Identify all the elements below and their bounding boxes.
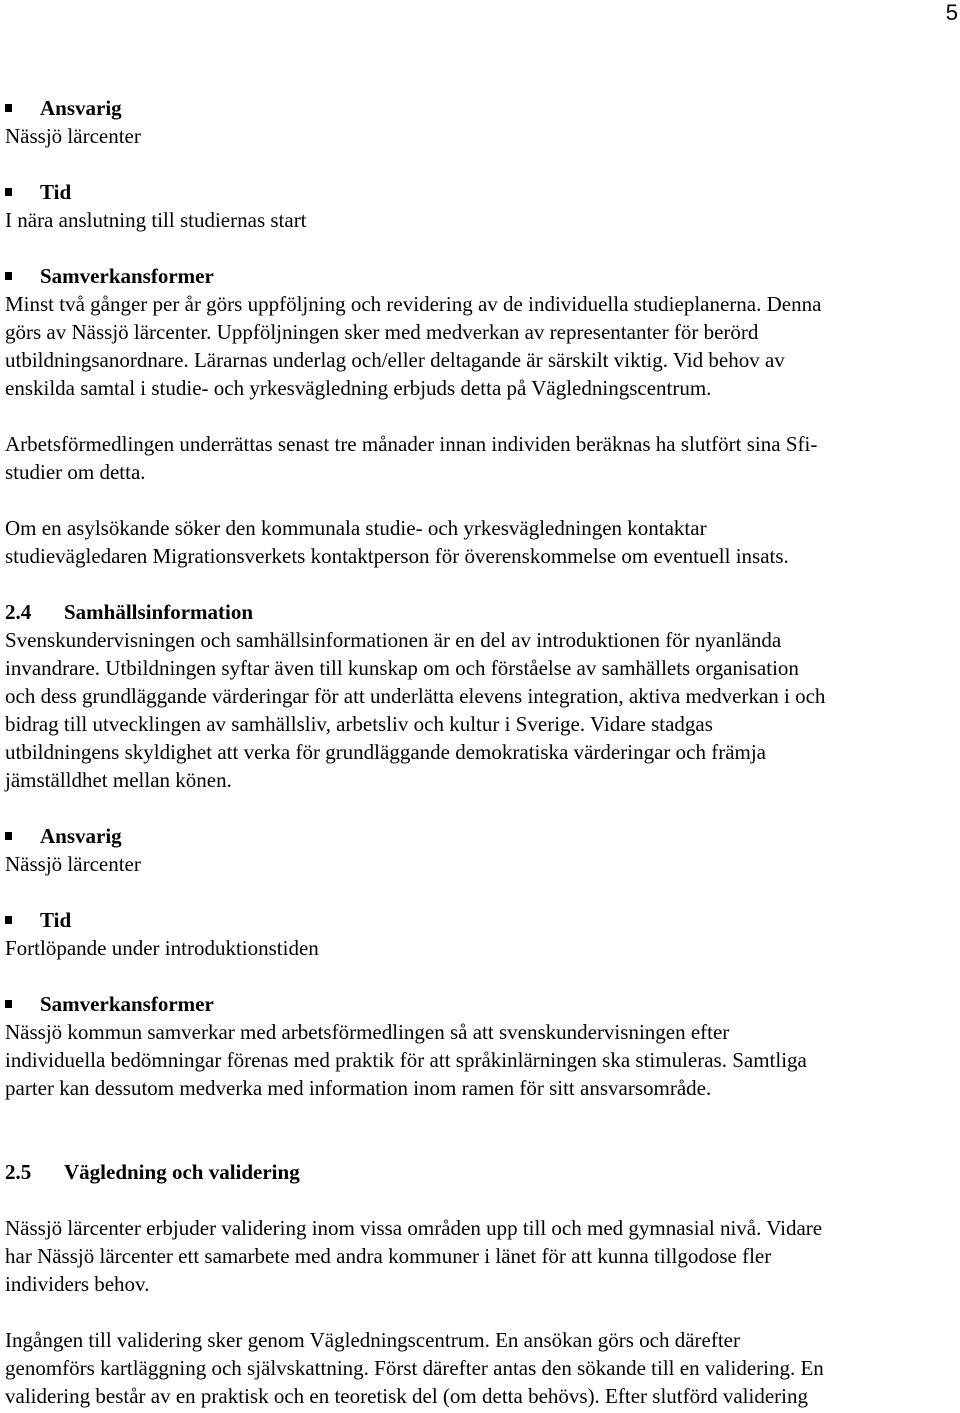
text-line: invandrare. Utbildningen syftar även till kunskap om och förståelse av samhällets organisation	[5, 656, 799, 680]
tid-heading: Tid	[5, 178, 957, 206]
text-line: validering består av en praktisk och en teoretisk del (om detta behövs). Efter slutförd validering	[5, 1384, 808, 1408]
tid-heading: Tid	[5, 906, 957, 934]
section-2-5-paragraph-1	[5, 1214, 957, 1298]
text-line: och dess grundläggande värderingar för att underlätta elevens integration, aktiva medverkan i och	[5, 684, 826, 708]
text-line: bidrag till utvecklingen av samhällsliv, arbetsliv och kultur i Sverige. Vidare stadgas	[5, 712, 713, 736]
ansvarig-block-2	[5, 822, 957, 878]
square-bullet-icon	[5, 1000, 12, 1008]
text-line: jämställdhet mellan könen.	[5, 768, 232, 792]
text-line: Nässjö lärcenter erbjuder validering inom vissa områden upp till och med gymnasial nivå. Vidare	[5, 1216, 823, 1240]
text-line: enskilda samtal i studie- och yrkesvägledning erbjuds detta på Vägledningscentrum.	[5, 376, 712, 400]
section-heading	[5, 598, 957, 626]
tid-block-2	[5, 906, 957, 962]
text-line: parter kan dessutom medverka med information inom ramen för sitt ansvarsområde.	[5, 1076, 712, 1100]
text-line: utbildningsanordnare. Lärarnas underlag och/eller deltagande är särskilt viktig. Vid behov av	[5, 348, 785, 372]
paragraph-arbetsformedlingen	[5, 430, 957, 486]
text-line: Arbetsförmedlingen underrättas senast tre månader innan individen beräknas ha slutfört sina Sfi-	[5, 432, 818, 456]
tid-block-1	[5, 178, 957, 234]
samverkan-heading: Samverkansformer	[5, 262, 957, 290]
text-line: genomförs kartläggning och självskattning. Först därefter antas den sökande till en validering. En	[5, 1356, 824, 1380]
text-line: Svenskundervisningen och samhällsinformationen är en del av introduktionen för nyanlända	[5, 628, 782, 652]
samverkan-block-2	[5, 990, 957, 1102]
section-number: 2.5	[5, 1160, 32, 1184]
document-body	[5, 94, 957, 1410]
text-line: Minst två gånger per år görs uppföljning och revidering av de individuella studieplanerna. Denna	[5, 292, 822, 316]
section-title: Samhällsinformation	[64, 600, 254, 624]
square-bullet-icon	[5, 188, 12, 196]
tid-text: I nära anslutning till studiernas start	[5, 208, 307, 232]
ansvarig-block-1	[5, 94, 957, 150]
samverkan-heading: Samverkansformer	[5, 990, 957, 1018]
text-line: utbildningens skyldighet att verka för grundläggande demokratiska värderingar och främja	[5, 740, 767, 764]
section-2-4	[5, 598, 957, 794]
square-bullet-icon	[5, 832, 12, 840]
page-number: 5	[945, 0, 958, 25]
square-bullet-icon	[5, 272, 12, 280]
section-number: 2.4	[5, 600, 32, 624]
samverkan-block-1	[5, 262, 957, 402]
square-bullet-icon	[5, 104, 12, 112]
section-2-5	[5, 1158, 957, 1410]
text-line: Om en asylsökande söker den kommunala studie- och yrkesvägledningen kontaktar	[5, 516, 707, 540]
text-line: har Nässjö lärcenter ett samarbete med andra kommuner i länet för att kunna tillgodose fler	[5, 1244, 772, 1268]
text-line: studievägledaren Migrationsverkets kontaktperson för överenskommelse om eventuell insats.	[5, 544, 789, 568]
text-line: görs av Nässjö lärcenter. Uppföljningen sker med medverkan av representanter för berörd	[5, 320, 759, 344]
text-line: studier om detta.	[5, 460, 146, 484]
text-line: Nässjö kommun samverkar med arbetsförmedlingen så att svenskundervisningen efter	[5, 1020, 730, 1044]
paragraph-asyl	[5, 514, 957, 570]
section-2-5-paragraph-2	[5, 1326, 957, 1410]
text-line: individers behov.	[5, 1272, 150, 1296]
section-title: Vägledning och validering	[64, 1160, 300, 1184]
ansvarig-heading: Ansvarig	[5, 94, 957, 122]
square-bullet-icon	[5, 916, 12, 924]
section-heading	[5, 1158, 957, 1186]
ansvarig-text: Nässjö lärcenter	[5, 124, 141, 148]
text-line: individuella bedömningar förenas med praktik för att språkinlärningen ska stimuleras. Samtliga	[5, 1048, 807, 1072]
tid-text: Fortlöpande under introduktionstiden	[5, 936, 319, 960]
ansvarig-heading: Ansvarig	[5, 822, 957, 850]
text-line: Ingången till validering sker genom Vägledningscentrum. En ansökan görs och därefter	[5, 1328, 740, 1352]
ansvarig-text: Nässjö lärcenter	[5, 852, 141, 876]
